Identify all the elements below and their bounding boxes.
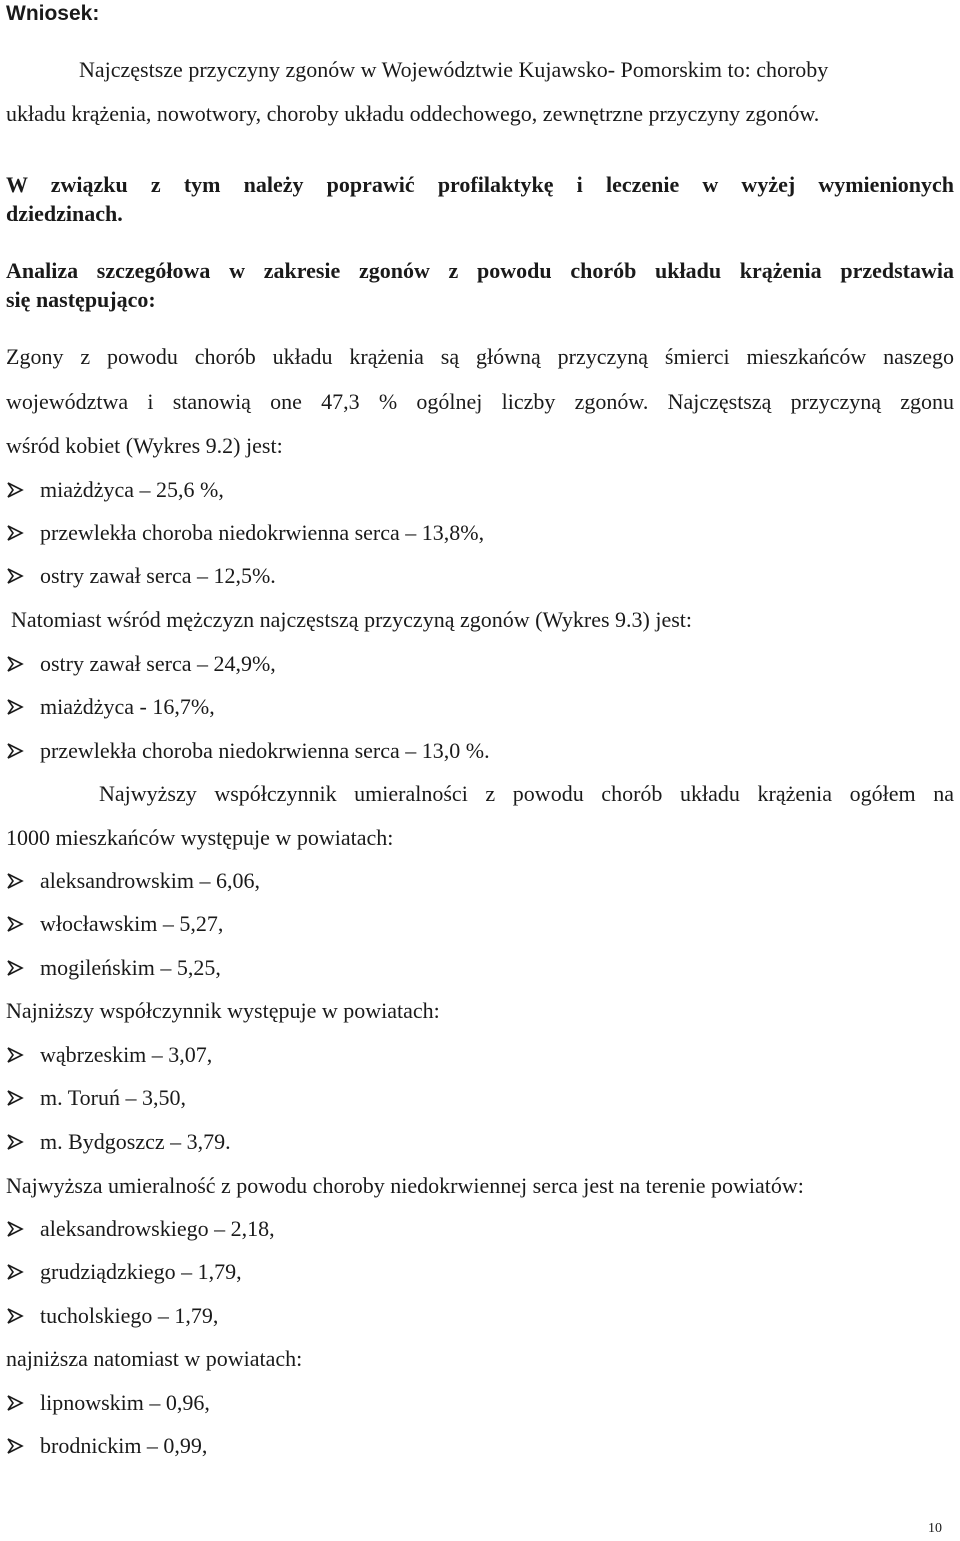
- arrow-right-icon: [6, 1131, 24, 1149]
- arrow-right-icon: [6, 696, 24, 714]
- arrow-right-icon: [6, 740, 24, 758]
- arrow-right-icon: [6, 1044, 24, 1062]
- list-item: brodnickim – 0,99,: [6, 1433, 207, 1459]
- list-item: grudziądzkiego – 1,79,: [6, 1259, 242, 1285]
- arrow-right-icon: [6, 1392, 24, 1410]
- list-item: m. Bydgoszcz – 3,79.: [6, 1129, 231, 1155]
- list-item: miażdżyca – 25,6 %,: [6, 477, 224, 503]
- paragraph-line: Zgony z powodu chorób układu krążenia są główną przyczyną śmierci mieszkańców naszego: [6, 344, 954, 369]
- arrow-right-icon: [6, 565, 24, 583]
- list-item: mogileńskim – 5,25,: [6, 955, 221, 981]
- paragraph-line: W związku z tym należy poprawić profilaktykę i leczenie w wyżej wymienionych: [6, 172, 954, 197]
- paragraph-line: układu krążenia, nowotwory, choroby układu oddechowego, zewnętrzne przyczyny zgonów.: [6, 101, 820, 126]
- list-item: ostry zawał serca – 12,5%.: [6, 563, 276, 589]
- list-item: przewlekła choroba niedokrwienna serca – 13,8%,: [6, 520, 484, 546]
- arrow-right-icon: [6, 870, 24, 888]
- paragraph-line: województwa i stanowią one 47,3 % ogólnej liczby zgonów. Najczęstszą przyczyną zgonu: [6, 389, 954, 414]
- arrow-right-icon: [6, 1087, 24, 1105]
- list-item: lipnowskim – 0,96,: [6, 1390, 210, 1416]
- section-heading: Analiza szczegółowa w zakresie zgonów z powodu chorób układu krążenia przedstawia: [6, 258, 954, 283]
- section-heading: się następująco:: [6, 287, 156, 312]
- paragraph-line: Najniższy współczynnik występuje w powiatach:: [6, 998, 440, 1023]
- list-item: wąbrzeskim – 3,07,: [6, 1042, 212, 1068]
- arrow-right-icon: [6, 653, 24, 671]
- list-item: m. Toruń – 3,50,: [6, 1085, 186, 1111]
- arrow-right-icon: [6, 913, 24, 931]
- list-item: aleksandrowskim – 6,06,: [6, 868, 260, 894]
- document-heading: Wniosek:: [6, 2, 100, 25]
- paragraph-line: dziedzinach.: [6, 201, 123, 226]
- paragraph-line: Najwyższy współczynnik umieralności z powodu chorób układu krążenia ogółem na: [99, 781, 954, 806]
- arrow-right-icon: [6, 957, 24, 975]
- arrow-right-icon: [6, 1305, 24, 1323]
- paragraph-line: Najczęstsze przyczyny zgonów w Województwie Kujawsko- Pomorskim to: choroby: [79, 57, 829, 82]
- list-item: tucholskiego – 1,79,: [6, 1303, 218, 1329]
- list-item: włocławskim – 5,27,: [6, 911, 223, 937]
- paragraph-line: 1000 mieszkańców występuje w powiatach:: [6, 825, 394, 850]
- arrow-right-icon: [6, 1218, 24, 1236]
- list-item: przewlekła choroba niedokrwienna serca – 13,0 %.: [6, 738, 490, 764]
- arrow-right-icon: [6, 1261, 24, 1279]
- list-item: ostry zawał serca – 24,9%,: [6, 651, 276, 677]
- paragraph-line: wśród kobiet (Wykres 9.2) jest:: [6, 433, 283, 458]
- list-item: miażdżyca - 16,7%,: [6, 694, 215, 720]
- arrow-right-icon: [6, 1435, 24, 1453]
- list-item: aleksandrowskiego – 2,18,: [6, 1216, 275, 1242]
- paragraph-line: Natomiast wśród mężczyzn najczęstszą przyczyną zgonów (Wykres 9.3) jest:: [11, 607, 693, 632]
- paragraph-line: najniższa natomiast w powiatach:: [6, 1346, 303, 1371]
- paragraph-line: Najwyższa umieralność z powodu choroby niedokrwiennej serca jest na terenie powiatów:: [6, 1173, 804, 1198]
- arrow-right-icon: [6, 479, 24, 497]
- arrow-right-icon: [6, 522, 24, 540]
- page-number: 10: [928, 1521, 942, 1536]
